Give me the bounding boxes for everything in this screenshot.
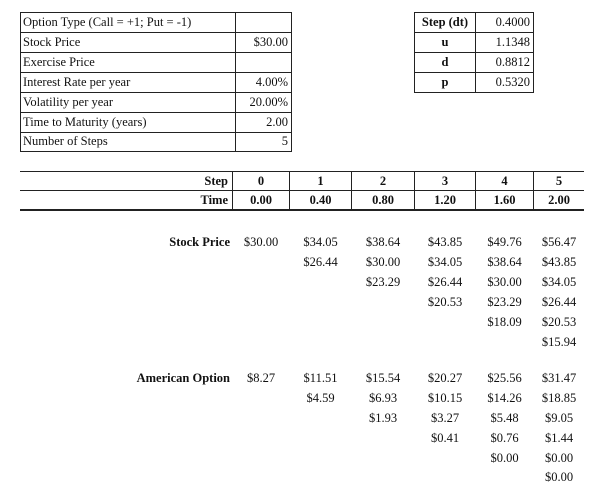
step-number: 5 [555, 174, 563, 188]
input-label-interest-rate: Interest Rate per year [23, 75, 131, 89]
stock-node: $43.85 [541, 255, 577, 269]
param-label-d: d [441, 55, 449, 69]
time-value: 0.40 [309, 193, 332, 207]
option-node: $10.15 [427, 391, 463, 405]
step-number: 4 [501, 174, 508, 188]
input-label-stock-price: Stock Price [23, 35, 81, 49]
stock-node: $43.85 [427, 235, 463, 249]
option-node: $6.93 [368, 391, 398, 405]
option-node: $5.48 [490, 411, 519, 425]
stock-node: $34.05 [541, 275, 577, 289]
param-label-p: p [441, 75, 449, 89]
time-value: 1.20 [434, 193, 456, 207]
stock-node: $56.47 [541, 235, 577, 249]
option-node: $0.00 [544, 470, 574, 484]
option-node: $0.00 [490, 451, 519, 465]
param-label-dt: Step (dt) [421, 15, 469, 29]
option-node: $4.59 [306, 391, 335, 405]
stock-node: $26.44 [427, 275, 463, 289]
stock-node: $30.00 [365, 255, 401, 269]
option-node: $0.76 [490, 431, 519, 445]
time-row-label: Time [200, 193, 228, 207]
step-number: 3 [441, 174, 449, 188]
param-value-dt: 0.4000 [495, 15, 530, 29]
stock-node: $30.00 [243, 235, 279, 249]
option-node: $9.05 [544, 411, 574, 425]
input-label-steps: Number of Steps [23, 134, 108, 148]
input-value-interest-rate[interactable]: 4.00% [255, 75, 288, 89]
option-node: $20.27 [427, 371, 463, 385]
option-node: $15.54 [365, 371, 401, 385]
option-node: $0.00 [544, 451, 574, 465]
stock-tree-label: Stock Price [169, 235, 230, 249]
step-number: 1 [317, 174, 324, 188]
param-label-u: u [441, 35, 449, 49]
param-value-d: 0.8812 [495, 55, 530, 69]
param-value-u: 1.1348 [495, 35, 530, 49]
stock-node: $20.53 [541, 315, 577, 329]
stock-node: $34.05 [427, 255, 463, 269]
stock-node: $20.53 [427, 295, 463, 309]
stock-node: $15.94 [541, 335, 577, 349]
time-value: 2.00 [548, 193, 570, 207]
param-value-p: 0.5320 [495, 75, 530, 89]
input-value-option-type[interactable] [236, 13, 288, 32]
input-value-stock-price[interactable]: $30.00 [253, 35, 288, 49]
stock-node: $18.09 [487, 315, 522, 329]
time-value: 0.00 [250, 193, 272, 207]
time-value: 0.80 [372, 193, 394, 207]
stock-node: $23.29 [365, 275, 401, 289]
input-value-steps[interactable]: 5 [281, 134, 288, 148]
stock-node: $26.44 [541, 295, 577, 309]
time-value: 1.60 [493, 193, 516, 207]
stock-node: $23.29 [487, 295, 522, 309]
option-node: $31.47 [541, 371, 577, 385]
stock-node: $34.05 [303, 235, 338, 249]
step-row-label: Step [204, 174, 228, 188]
option-node: $8.27 [246, 371, 276, 385]
option-node: $3.27 [430, 411, 460, 425]
option-node: $0.41 [430, 431, 460, 445]
step-number: 0 [257, 174, 265, 188]
input-label-exercise-price: Exercise Price [23, 55, 95, 69]
stock-node: $26.44 [303, 255, 338, 269]
input-label-option-type: Option Type (Call = +1; Put = -1) [23, 15, 192, 29]
stock-node: $49.76 [487, 235, 522, 249]
input-value-volatility[interactable]: 20.00% [249, 95, 288, 109]
input-value-exercise-price[interactable] [236, 53, 288, 72]
stock-node: $30.00 [487, 275, 522, 289]
option-node: $14.26 [487, 391, 522, 405]
option-node: $11.51 [303, 371, 338, 385]
option-tree-label: American Option [136, 371, 230, 385]
option-node: $1.93 [368, 411, 398, 425]
step-number: 2 [379, 174, 387, 188]
stock-node: $38.64 [365, 235, 401, 249]
option-node: $18.85 [541, 391, 577, 405]
input-value-maturity[interactable]: 2.00 [266, 115, 288, 129]
option-node: $1.44 [544, 431, 574, 445]
input-label-volatility: Volatility per year [23, 95, 114, 109]
stock-node: $38.64 [487, 255, 522, 269]
option-node: $25.56 [487, 371, 522, 385]
input-label-maturity: Time to Maturity (years) [23, 115, 147, 129]
